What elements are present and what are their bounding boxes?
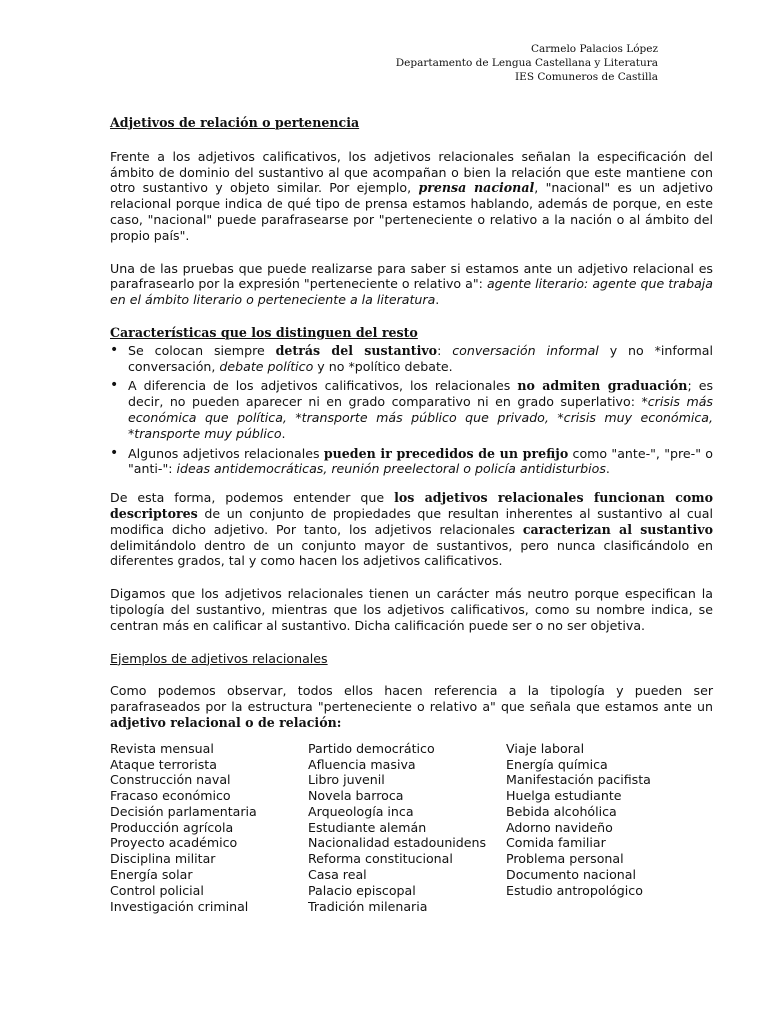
paragraph-ejemplos <box>110 683 713 730</box>
bold-run: caracterizan al sustantivo <box>522 521 713 537</box>
examples-columns <box>110 741 713 915</box>
document-body <box>110 115 713 914</box>
example-item: Control policial <box>110 882 204 898</box>
bold-run: adjetivo relacional o de relación: <box>110 714 342 730</box>
example-item: Disciplina militar <box>110 851 216 867</box>
example-item: Energía química <box>506 756 608 772</box>
example-item: Ataque terrorista <box>110 756 217 772</box>
text-run: Como podemos observar, todos ellos hacen referencia a la tipología y pueden ser parafraseados por la estructura "perteneciente o relativo a" que señala que estamos ante un <box>110 683 713 715</box>
examples-column-3 <box>506 741 704 915</box>
bold-run: no admiten graduación <box>517 378 688 394</box>
example-item: Casa real <box>308 867 367 883</box>
bold-run: detrás del sustantivo <box>275 342 438 358</box>
example-item: Producción agrícola <box>110 819 234 835</box>
example-item: Palacio episcopal <box>308 882 416 898</box>
list-item <box>110 446 713 478</box>
text-run: y no *informal conversación, <box>128 342 713 374</box>
example-item: Revista mensual <box>110 740 214 756</box>
examples-column-1 <box>110 741 308 915</box>
example-item: Documento nacional <box>506 867 636 883</box>
text-run: De esta forma, podemos entender que <box>110 490 395 506</box>
text-run: : <box>437 342 453 358</box>
example-item: Tradición milenaria <box>308 898 428 914</box>
example-item: Construcción naval <box>110 772 231 788</box>
example-item: Estudio antropológico <box>506 882 643 898</box>
paragraph-prueba <box>110 261 713 308</box>
italic-run: conversación informal <box>452 342 599 358</box>
example-item: Decisión parlamentaria <box>110 803 257 819</box>
text-run: , "nacional" es un adjetivo relacional porque indica de qué tipo de prensa estamos hablando, además de porque, en este caso, "nacional" puede parafrasearse por "perteneciente o relativo a la nación o al ámbito del propio país". <box>110 180 714 243</box>
example-item: Comida familiar <box>506 835 606 851</box>
section-title-ejemplos: Ejemplos de adjetivos relacionales <box>110 650 328 666</box>
example-item: Novela barroca <box>308 788 404 804</box>
paragraph-descriptores <box>110 490 713 569</box>
example-item: Nacionalidad estadounidens <box>308 835 487 851</box>
examples-column-2 <box>308 741 506 915</box>
header-school: IES Comuneros de Castilla <box>515 71 658 83</box>
example-item: Problema personal <box>506 851 624 867</box>
header-department: Departamento de Lengua Castellana y Literatura <box>395 57 658 69</box>
example-item: Viaje laboral <box>506 740 585 756</box>
example-item: Arqueología inca <box>308 803 414 819</box>
list-item <box>110 378 713 441</box>
text-run: como "ante-", "pre-" o "anti-": <box>128 445 713 477</box>
example-item: Proyecto académico <box>110 835 238 851</box>
text-run: de un conjunto de propiedades que resultan inherentes al sustantivo al cual modifica dicho adjetivo. Por tanto, los adjetivos relacionales <box>110 505 713 537</box>
text-run: A diferencia de los adjetivos calificativos, los relacionales <box>128 378 518 394</box>
example-item: Manifestación pacifista <box>506 772 651 788</box>
text-run: delimitándolo dentro de un conjunto mayor de sustantivos, pero nunca clasificándolo en diferentes grados, tal y como hacen los adjetivos calificativos. <box>110 537 713 569</box>
text-run: y no *político debate. <box>313 358 453 374</box>
bold-run: los adjetivos relacionales funcionan como descriptores <box>110 490 713 521</box>
text-run: . <box>605 461 610 477</box>
example-item: Partido democrático <box>308 740 435 756</box>
section-title-caracteristicas: Características que los distinguen del resto <box>110 324 418 340</box>
example-item: Huelga estudiante <box>506 788 622 804</box>
bold-run: pueden ir precedidos de un prefijo <box>323 445 569 461</box>
example-item: Afluencia masiva <box>308 756 416 772</box>
example-item: Bebida alcohólica <box>506 803 617 819</box>
list-item <box>110 343 713 375</box>
section-title-adjetivos: Adjetivos de relación o pertenencia <box>110 115 360 130</box>
example-item: Estudiante alemán <box>308 819 427 835</box>
text-run: ; es decir, no pueden aparecer ni en grado comparativo ni en grado superlativo: <box>128 378 714 410</box>
text-run: Se colocan siempre <box>128 342 276 358</box>
text-run: . <box>435 292 440 308</box>
text-run: Una de las pruebas que puede realizarse para saber si estamos ante un adjetivo relacional es parafrasearlo por la expresión "perteneciente o relativo a": <box>110 260 713 292</box>
text-run: . <box>281 425 286 441</box>
example-prensa-nacional: prensa nacional <box>418 180 535 196</box>
page-header <box>396 42 658 84</box>
header-author: Carmelo Palacios López <box>530 43 658 55</box>
italic-run: debate político <box>219 358 314 374</box>
characteristics-list <box>110 343 713 477</box>
text-run: Algunos adjetivos relacionales <box>128 445 324 461</box>
paragraph-intro <box>110 149 713 244</box>
example-item: Fracaso económico <box>110 788 231 804</box>
text-run: Frente a los adjetivos calificativos, los adjetivos relacionales señalan la especificación del ámbito de dominio del sustantivo al que acompañan o bien la relación que este mantiene con otro sustantivo y objeto similar. Por ejemplo, <box>110 148 713 196</box>
example-item: Reforma constitucional <box>308 851 453 867</box>
example-item: Adorno navideño <box>506 819 613 835</box>
italic-run: ideas antidemocráticas, reunión preelectoral o policía antidisturbios <box>176 461 606 477</box>
example-agente-literario: agente literario: agente que trabaja en el ámbito literario o perteneciente a la literatura <box>110 276 713 308</box>
example-item: Energía solar <box>110 867 193 883</box>
paragraph-neutro: Digamos que los adjetivos relacionales tienen un carácter más neutro porque especifican la tipología del sustantivo, mientras que los adjetivos calificativos, como su nombre indica, se centran más en calificar al sustantivo. Dicha calificación puede ser o no ser objetiva. <box>110 586 713 633</box>
italic-run: *crisis más económica que política, *transporte más público que privado, *crisis muy económica, *transporte muy público <box>128 394 713 441</box>
example-item: Investigación criminal <box>110 898 249 914</box>
example-item: Libro juvenil <box>308 772 385 788</box>
